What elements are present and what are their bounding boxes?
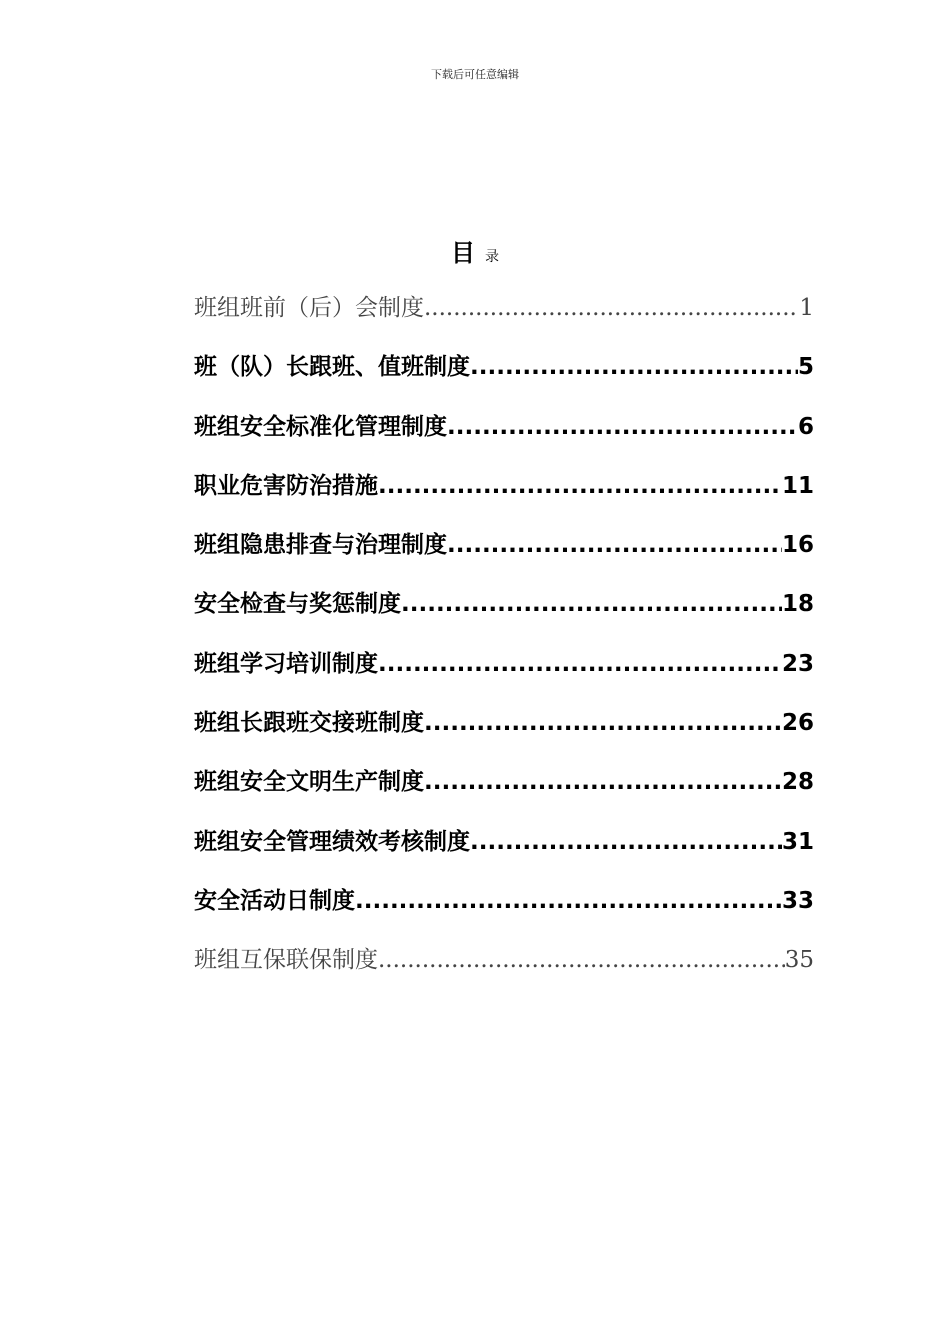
toc-entry[interactable] bbox=[194, 644, 814, 703]
toc-dot-leader bbox=[424, 703, 782, 743]
toc-entry[interactable] bbox=[194, 822, 814, 881]
toc-entry[interactable] bbox=[194, 466, 814, 525]
toc-entry-title: 班组班前（后）会制度 bbox=[194, 295, 424, 321]
toc-entry-title: 班组学习培训制度 bbox=[194, 650, 378, 677]
toc-dot-leader bbox=[447, 407, 798, 447]
toc-entry-title: 安全检查与奖惩制度 bbox=[194, 591, 401, 618]
toc-entry-title: 班组安全文明生产制度 bbox=[194, 769, 424, 796]
toc-entry[interactable] bbox=[194, 703, 814, 762]
toc-entry-page-number: 5 bbox=[797, 354, 814, 381]
toc-dot-leader bbox=[424, 288, 799, 328]
toc-entry-page-number: 35 bbox=[784, 947, 814, 974]
toc-dot-leader bbox=[378, 466, 782, 506]
toc-dot-leader bbox=[424, 762, 782, 802]
toc-entry[interactable] bbox=[194, 288, 814, 347]
toc-entry-title: 班组互保联保制度 bbox=[194, 947, 378, 974]
toc-entry[interactable] bbox=[194, 347, 814, 406]
toc-dot-leader bbox=[378, 644, 782, 684]
toc-entry-title: 班（队）长跟班、值班制度 bbox=[194, 354, 470, 381]
toc-entry-title: 职业危害防治措施 bbox=[194, 472, 378, 499]
toc-dot-leader bbox=[470, 822, 782, 862]
toc-entry-page-number: 23 bbox=[781, 650, 814, 677]
toc-entry[interactable] bbox=[194, 407, 814, 466]
toc-entry-page-number: 16 bbox=[781, 532, 814, 559]
toc-entry[interactable] bbox=[194, 940, 814, 999]
toc-entry-page-number: 1 bbox=[799, 295, 814, 321]
toc-entry-title: 班组安全管理绩效考核制度 bbox=[194, 828, 470, 855]
toc-entry-page-number: 11 bbox=[781, 472, 814, 499]
toc-dot-leader bbox=[447, 525, 782, 565]
toc-entry-page-number: 6 bbox=[797, 413, 814, 440]
toc-heading-main: 目 bbox=[451, 239, 475, 267]
toc-dot-leader bbox=[470, 347, 798, 387]
toc-entry[interactable] bbox=[194, 584, 814, 643]
table-of-contents bbox=[194, 288, 814, 1000]
toc-entry-page-number: 33 bbox=[781, 887, 814, 914]
toc-entry-page-number: 18 bbox=[781, 591, 814, 618]
toc-dot-leader bbox=[378, 940, 785, 980]
toc-entry-title: 班组隐患排查与治理制度 bbox=[194, 532, 447, 559]
toc-heading-secondary: 录 bbox=[485, 249, 499, 265]
toc-entry[interactable] bbox=[194, 525, 814, 584]
toc-dot-leader bbox=[401, 584, 782, 624]
page-header-note: 下载后可任意编辑 bbox=[431, 68, 519, 81]
toc-entry-title: 班组长跟班交接班制度 bbox=[194, 710, 424, 737]
toc-heading bbox=[0, 233, 950, 268]
toc-entry[interactable] bbox=[194, 762, 814, 821]
toc-entry-title: 安全活动日制度 bbox=[194, 887, 355, 914]
toc-dot-leader bbox=[355, 881, 782, 921]
toc-entry-page-number: 26 bbox=[781, 710, 814, 737]
toc-entry-page-number: 28 bbox=[781, 769, 814, 796]
toc-entry[interactable] bbox=[194, 881, 814, 940]
toc-entry-page-number: 31 bbox=[781, 828, 814, 855]
toc-entry-title: 班组安全标准化管理制度 bbox=[194, 413, 447, 440]
